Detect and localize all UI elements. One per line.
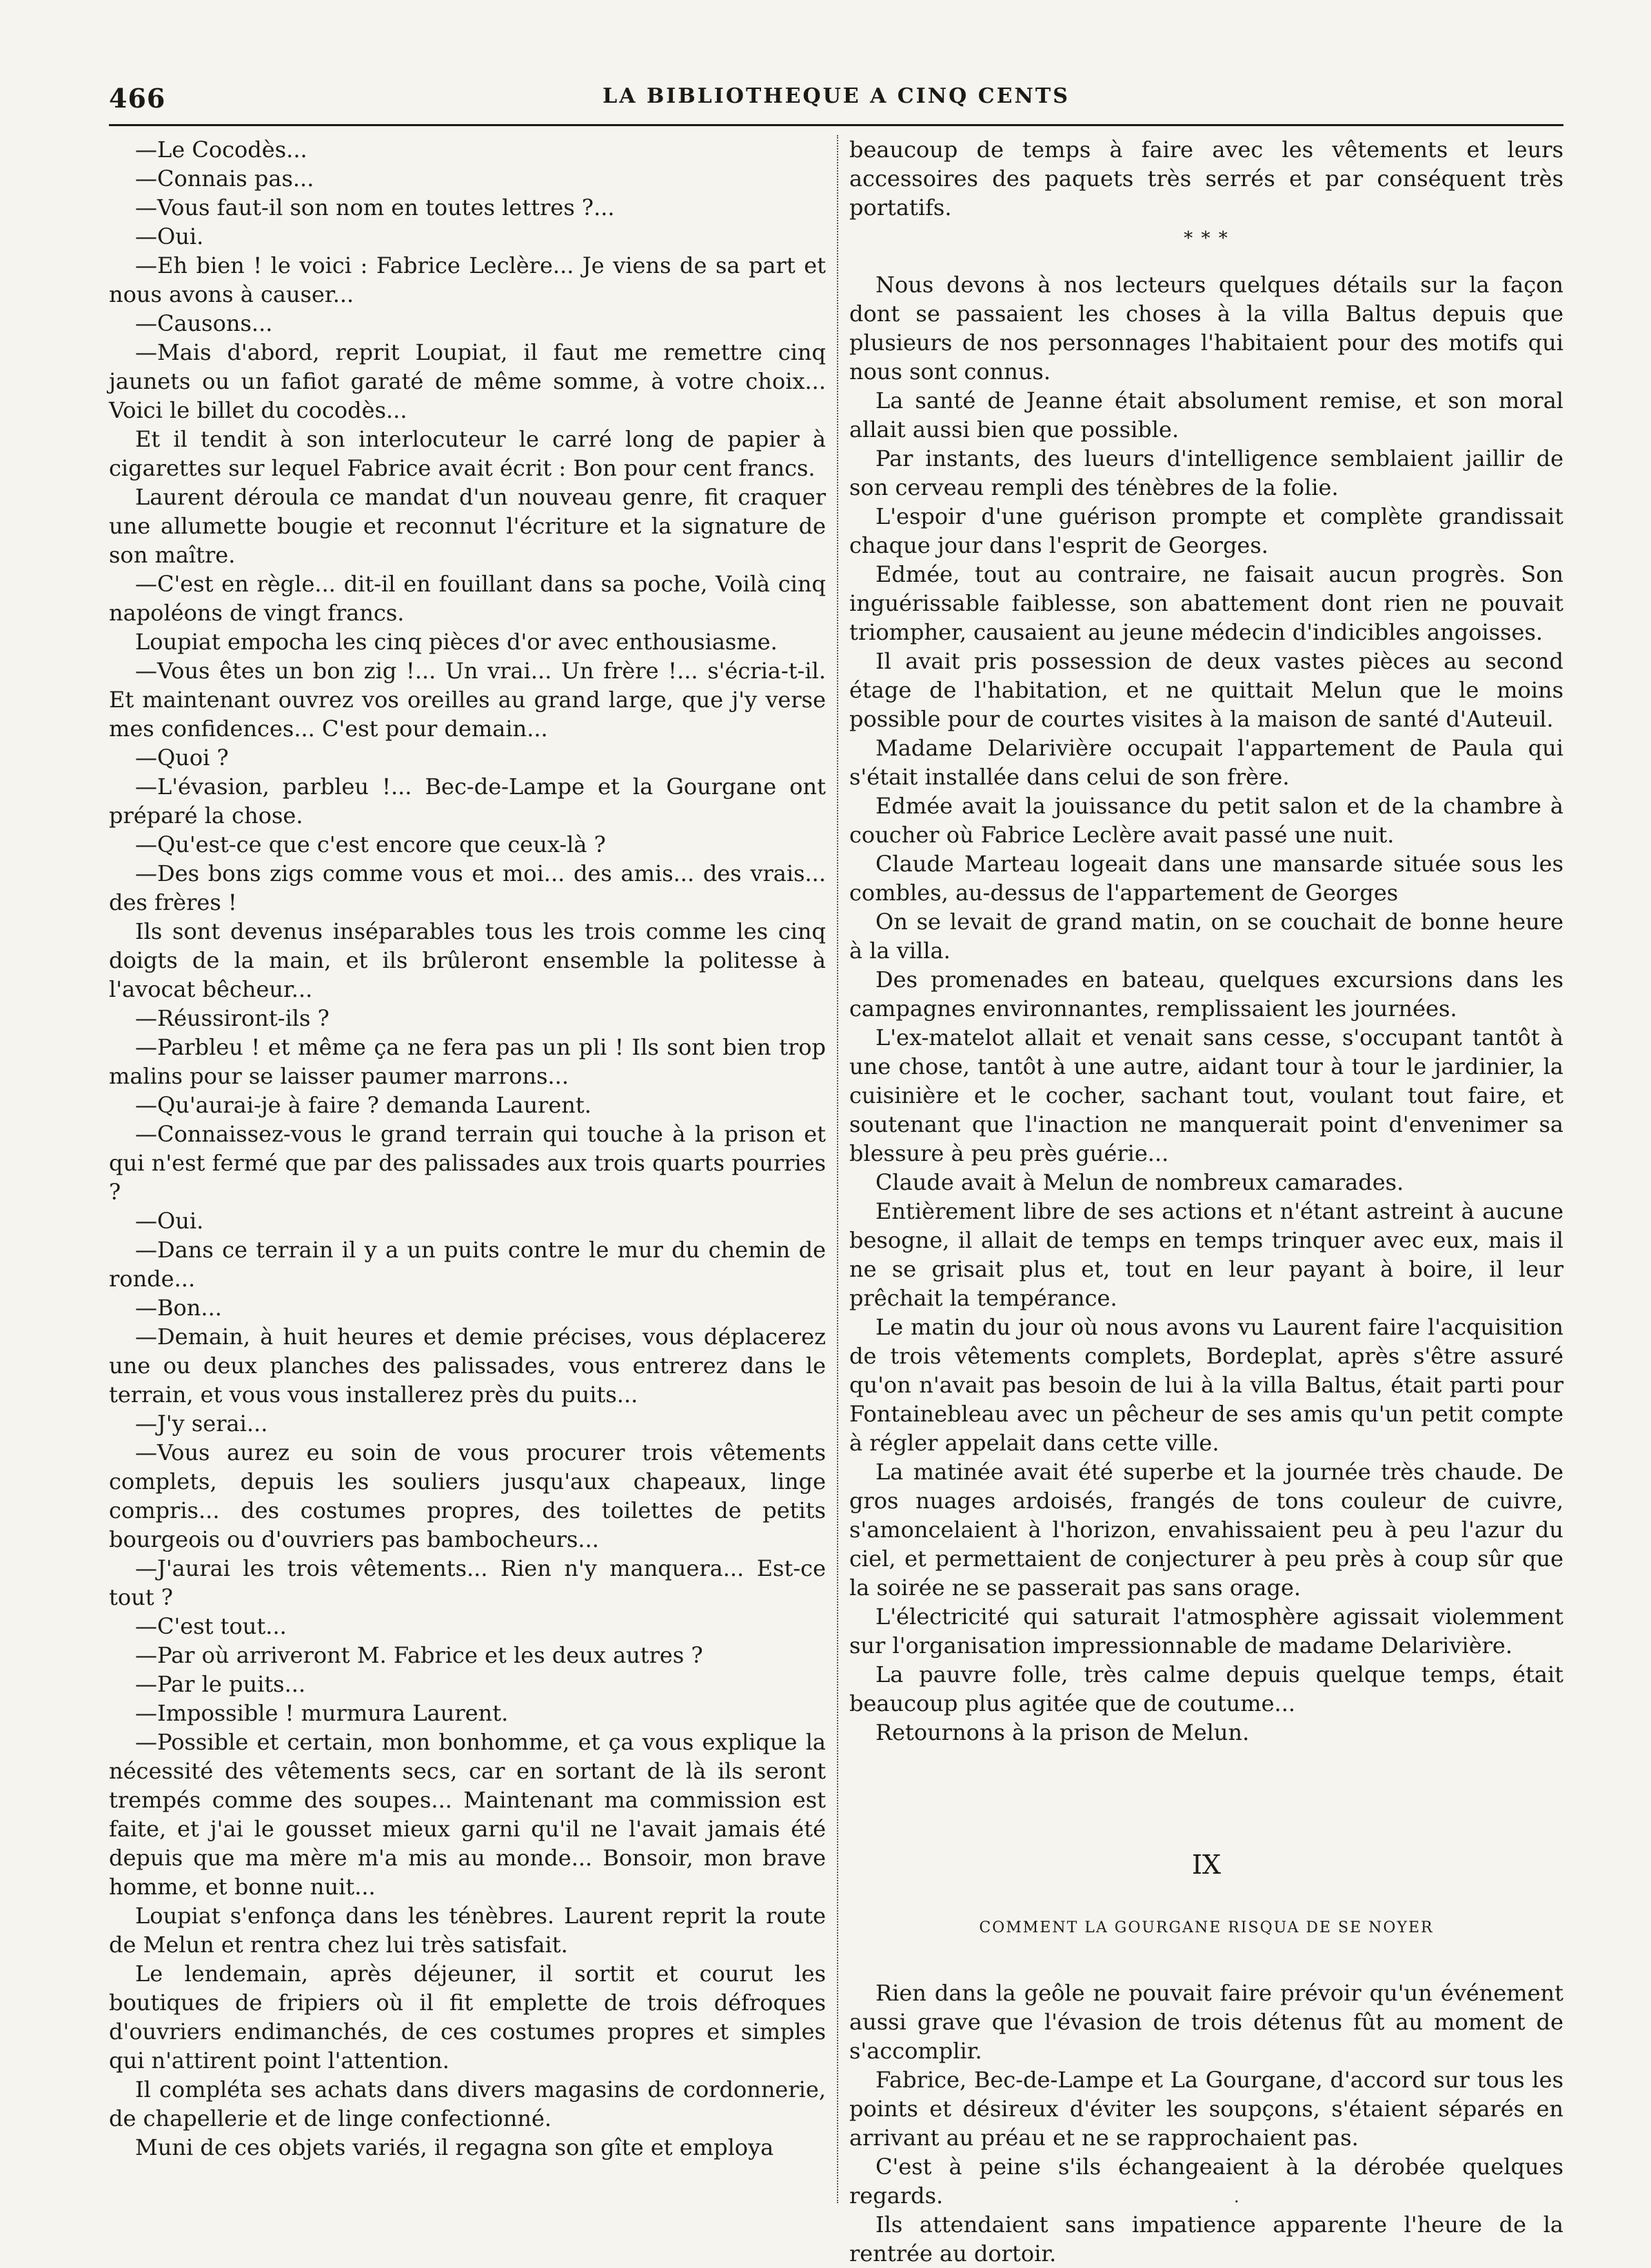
paragraph: Claude Marteau logeait dans une mansarde située sous les combles, au-dessus de l'appartement de Georges (849, 851, 1563, 906)
paragraph: —Vous êtes un bon zig !... Un vrai... Un frère !... s'écria-t-il. Et maintenant ouvrez vos oreilles au grand large, que j'y verse mes confidences... C'est pour demain... (109, 658, 826, 742)
section-separator: * * * (1184, 228, 1229, 249)
column-divider (837, 135, 838, 2203)
page-header (109, 83, 1563, 123)
paragraph: —Qu'aurai-je à faire ? demanda Laurent. (135, 1092, 591, 1118)
paragraph: —Eh bien ! le voici : Fabrice Leclère... Je viens de sa part et nous avons à causer... (109, 252, 826, 307)
paragraph: C'est à peine s'ils échangeaient à la dérobée quelques regards. (849, 2154, 1563, 2209)
paragraph: —Oui. (135, 1208, 204, 1234)
header-rule (109, 124, 1563, 126)
paragraph: —Oui. (135, 223, 204, 250)
paragraph: —Vous faut-il son nom en toutes lettres ?... (135, 194, 615, 221)
paragraph: —Dans ce terrain il y a un puits contre le mur du chemin de ronde... (109, 1237, 826, 1292)
right-column (849, 135, 1563, 2267)
paragraph: L'électricité qui saturait l'atmosphère agissait violemment sur l'organisation impressionnable de madame Delarivière. (849, 1603, 1563, 1659)
paragraph: —C'est tout... (135, 1613, 287, 1639)
paragraph: —J'y serai... (135, 1410, 268, 1437)
paragraph: —Possible et certain, mon bonhomme, et ça vous explique la nécessité des vêtements secs, car en sortant de là ils seront trempés comme des soupes... Maintenant ma commission est faite, et j'ai le gousset mieux garni qu'il ne l'avait jamais été depuis que ma mère m'a mis au monde... Bonsoir, mon brave homme, et bonne nuit... (109, 1729, 826, 1900)
paragraph: —Des bons zigs comme vous et moi... des amis... des vrais... des frères ! (109, 860, 826, 915)
paragraph: Ils sont devenus inséparables tous les trois comme les cinq doigts de la main, et ils brûleront ensemble la politesse à l'avocat bêcheur... (109, 918, 826, 1002)
paragraph: —Mais d'abord, reprit Loupiat, il faut me remettre cinq jaunets ou un fafiot garaté de même somme, à votre choix... Voici le billet du cocodès... (109, 339, 826, 423)
paragraph: Muni de ces objets variés, il regagna son gîte et employa (135, 2134, 774, 2160)
paragraph: —Réussiront-ils ? (135, 1005, 330, 1031)
paragraph: Il avait pris possession de deux vastes pièces au second étage de l'habitation, et ne quittait Melun que le moins possible pour de courtes visites à la maison de santé d'Auteuil. (849, 648, 1563, 732)
paragraph: —Bon... (135, 1295, 222, 1321)
paragraph: Madame Delarivière occupait l'appartement de Paula qui s'était installée dans celui de son frère. (849, 735, 1563, 790)
paragraph: —Demain, à huit heures et demie précises, vous déplacerez une ou deux planches des palissades, vous entrerez dans le terrain, et vous vous installerez près du puits... (109, 1324, 826, 1408)
paragraph: —Causons... (135, 310, 273, 336)
paragraph: Edmée avait la jouissance du petit salon et de la chambre à coucher où Fabrice Leclère avait passé une nuit. (849, 793, 1563, 848)
paragraph: Le lendemain, après déjeuner, il sortit et courut les boutiques de fripiers où il fit emplette de trois défroques d'ouvriers endimanchés, de ces costumes propres et simples qui n'attirent point l'attention. (109, 1961, 826, 2074)
paragraph: Loupiat empocha les cinq pièces d'or avec enthousiasme. (135, 629, 778, 655)
paragraph: —Qu'est-ce que c'est encore que ceux-là ? (135, 831, 606, 858)
paragraph: La santé de Jeanne était absolument remise, et son moral allait aussi bien que possible. (849, 387, 1563, 443)
paragraph: Laurent déroula ce mandat d'un nouveau genre, fit craquer une allumette bougie et reconnut l'écriture et la signature de son maître. (109, 484, 826, 568)
paragraph: Retournons à la prison de Melun. (875, 1719, 1250, 1745)
paragraph: Entièrement libre de ses actions et n'étant astreint à aucune besogne, il allait de temps en temps trinquer avec eux, mais il ne se grisait plus et, tout en leur payant à boire, il leur prêchait la tempérance. (849, 1198, 1563, 1311)
paragraph: —Par le puits... (135, 1671, 306, 1697)
paragraph: —Vous aurez eu soin de vous procurer trois vêtements complets, depuis les souliers jusqu'aux chapeaux, linge compris... des costumes propres, des toilettes de petits bourgeois ou d'ouvriers pas bambocheurs... (109, 1439, 826, 1552)
paragraph: L'espoir d'une guérison prompte et complète grandissait chaque jour dans l'esprit de Georges. (849, 503, 1563, 558)
print-speck: · (1234, 2192, 1239, 2211)
paragraph: beaucoup de temps à faire avec les vêtements et leurs accessoires des paquets très serrés et par conséquent très portatifs. (849, 136, 1563, 221)
paragraph: —Quoi ? (135, 745, 229, 771)
paragraph: Rien dans la geôle ne pouvait faire prévoir qu'un événement aussi grave que l'évasion de trois détenus fût au moment de s'accomplir. (849, 1980, 1563, 2064)
paragraph: —L'évasion, parbleu !... Bec-de-Lampe et la Gourgane ont préparé la chose. (109, 773, 826, 829)
paragraph: Claude avait à Melun de nombreux camarades. (875, 1169, 1404, 1195)
page-number: 466 (109, 83, 166, 114)
running-title: LA BIBLIOTHEQUE A CINQ CENTS (602, 84, 1070, 108)
chapter-number: IX (1191, 1850, 1222, 1880)
paragraph: —Parbleu ! et même ça ne fera pas un pli ! Ils sont bien trop malins pour se laisser paumer marrons... (109, 1034, 826, 1089)
paragraph: —J'aurai les trois vêtements... Rien n'y manquera... Est-ce tout ? (109, 1555, 826, 1610)
paragraph: Par instants, des lueurs d'intelligence semblaient jaillir de son cerveau rempli des ténèbres de la folie. (849, 445, 1563, 500)
paragraph: —C'est en règle... dit-il en fouillant dans sa poche, Voilà cinq napoléons de vingt francs. (109, 571, 826, 626)
paragraph: Nous devons à nos lecteurs quelques détails sur la façon dont se passaient les choses à la villa Baltus depuis que plusieurs de nos personnages l'habitaient pour des motifs qui nous sont connus. (849, 272, 1563, 385)
paragraph: —Par où arriveront M. Fabrice et les deux autres ? (135, 1642, 703, 1668)
paragraph: —Connais pas... (135, 165, 314, 192)
left-column (109, 135, 826, 2203)
paragraph: —Connaissez-vous le grand terrain qui touche à la prison et qui n'est fermé que par des palissades aux trois quarts pourries ? (109, 1121, 826, 1205)
paragraph: Edmée, tout au contraire, ne faisait aucun progrès. Son inguérissable faiblesse, son abattement dont rien ne pouvait triompher, causaient au jeune médecin d'indicibles angoisses. (849, 561, 1563, 645)
paragraph: Ils attendaient sans impatience apparente l'heure de la rentrée au dortoir. (849, 2211, 1563, 2267)
paragraph: L'ex-matelot allait et venait sans cesse, s'occupant tantôt à une chose, tantôt à une autre, aidant tour à tour le jardinier, la cuisinière et le cocher, sachant tout, voulant tout faire, et soutenant que l'inaction ne manquerait point d'envenimer sa blessure à peu près guérie... (849, 1024, 1563, 1166)
paragraph: La pauvre folle, très calme depuis quelque temps, était beaucoup plus agitée que de coutume... (849, 1661, 1563, 1717)
chapter-title: COMMENT LA GOURGANE RISQUA DE SE NOYER (979, 1919, 1434, 1936)
paragraph: Des promenades en bateau, quelques excursions dans les campagnes environnantes, remplissaient les journées. (849, 966, 1563, 1022)
paragraph: On se levait de grand matin, on se couchait de bonne heure à la villa. (849, 909, 1563, 964)
paragraph: —Impossible ! murmura Laurent. (135, 1700, 509, 1726)
paragraph: Le matin du jour où nous avons vu Laurent faire l'acquisition de trois vêtements complets, Bordeplat, après s'être assuré qu'on n'avait pas besoin de lui à la villa Baltus, était parti pour Fontainebleau avec un pêcheur de ses amis qu'un petit compte à régler appelait dans cette ville. (849, 1314, 1563, 1456)
paragraph: Il compléta ses achats dans divers magasins de cordonnerie, de chapellerie et de linge confectionné. (109, 2076, 826, 2132)
paragraph: —Le Cocodès... (135, 136, 307, 163)
paragraph: Fabrice, Bec-de-Lampe et La Gourgane, d'accord sur tous les points et désireux d'éviter les soupçons, s'étaient séparés en arrivant au préau et ne se rapprochaient pas. (849, 2067, 1563, 2151)
paragraph: La matinée avait été superbe et la journée très chaude. De gros nuages ardoisés, frangés de tons couleur de cuivre, s'amoncelaient à l'horizon, envahissaient peu à peu l'azur du ciel, et permettaient de conjecturer à peu près à coup sûr que la soirée ne se passerait pas sans orage. (849, 1459, 1563, 1601)
paragraph: Loupiat s'enfonça dans les ténèbres. Laurent reprit la route de Melun et rentra chez lui très satisfait. (109, 1903, 826, 1958)
paragraph: Et il tendit à son interlocuteur le carré long de papier à cigarettes sur lequel Fabrice avait écrit : Bon pour cent francs. (109, 426, 826, 481)
